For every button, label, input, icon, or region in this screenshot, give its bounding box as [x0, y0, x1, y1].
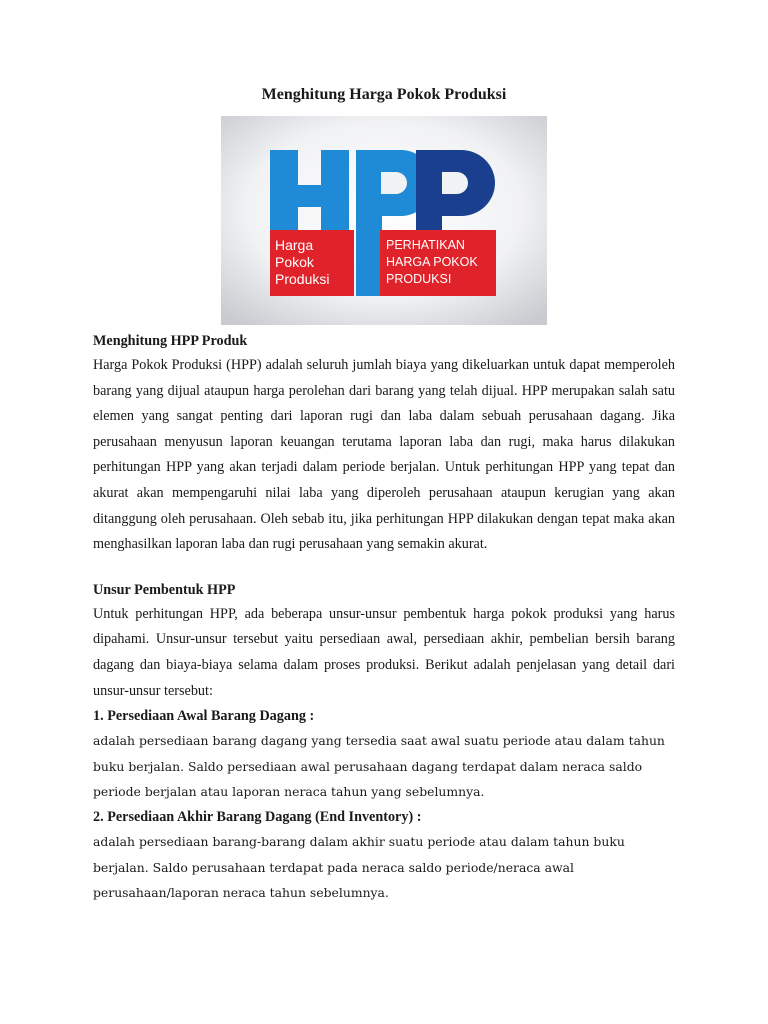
logo-right-line-3: PRODUKSI	[386, 272, 452, 286]
section-paragraph-unsur: Untuk perhitungan HPP, ada beberapa unsur-unsur pembentuk harga pokok produksi yang harus dipahami. Unsur-unsur tersebut yaitu persediaan awal, persediaan akhir, pembelian bersih barang dagang dan biaya-biaya selama dalam proses produksi. Berikut adalah penjelasan yang detail dari unsur-unsur tersebut:	[93, 605, 675, 699]
section-heading-unsur: Unsur Pembentuk HPP	[93, 581, 236, 598]
logo-left-line-3: Produksi	[275, 271, 330, 287]
section-paragraph-menghitung: Harga Pokok Produksi (HPP) adalah seluruh jumlah biaya yang dikeluarkan untuk dapat memperoleh barang yang dijual ataupun harga perolehan dari barang yang telah dijual. HPP merupakan salah satu elemen yang sangat penting dari laporan rugi dan laba dalam sebuah perusahaan dagang. Jika perusahaan menyusun laporan keuangan terutama laporan laba dan rugi, maka harus dilakukan perhitungan HPP yang akan terjadi dalam periode berjalan. Untuk perhitungan HPP yang tepat dan akurat akan mempengaruhi nilai laba yang diperoleh perusahaan ataupun kerugian yang akan ditanggung oleh perusahaan. Oleh sebab itu, jika perhitungan HPP dilakukan dengan tepat maka akan menghasilkan laporan laba dan rugi perusahaan yang semakin akurat.	[93, 357, 675, 553]
list-item-heading-2: 2. Persediaan Akhir Barang Dagang (End Inventory) :	[93, 808, 422, 825]
list-item-body-1: adalah persediaan barang dagang yang tersedia saat awal suatu periode atau dalam tahun buku berjalan. Saldo persediaan awal perusahaan dagang terdapat dalam neraca saldo periode berjalan atau laporan neraca tahun yang sebelumnya.	[93, 733, 665, 800]
logo-left-line-1: Harga	[275, 237, 314, 253]
hpp-logo	[221, 116, 547, 325]
logo-right-line-2: HARGA POKOK	[386, 255, 478, 269]
document-body	[93, 330, 675, 906]
section-heading-menghitung: Menghitung HPP Produk	[93, 333, 248, 349]
logo-left-line-2: Pokok	[275, 254, 314, 270]
list-item-heading-1: 1. Persediaan Awal Barang Dagang :	[93, 708, 315, 725]
document-title: Menghitung Harga Pokok Produksi	[261, 86, 507, 103]
list-item-body-2: adalah persediaan barang-barang dalam akhir suatu periode atau dalam tahun buku berjalan. Saldo perusahaan terdapat pada neraca saldo periode/neraca awal perusahaan/laporan neraca tahun sebelumnya.	[93, 833, 625, 901]
logo-right-line-1: PERHATIKAN	[386, 238, 465, 252]
